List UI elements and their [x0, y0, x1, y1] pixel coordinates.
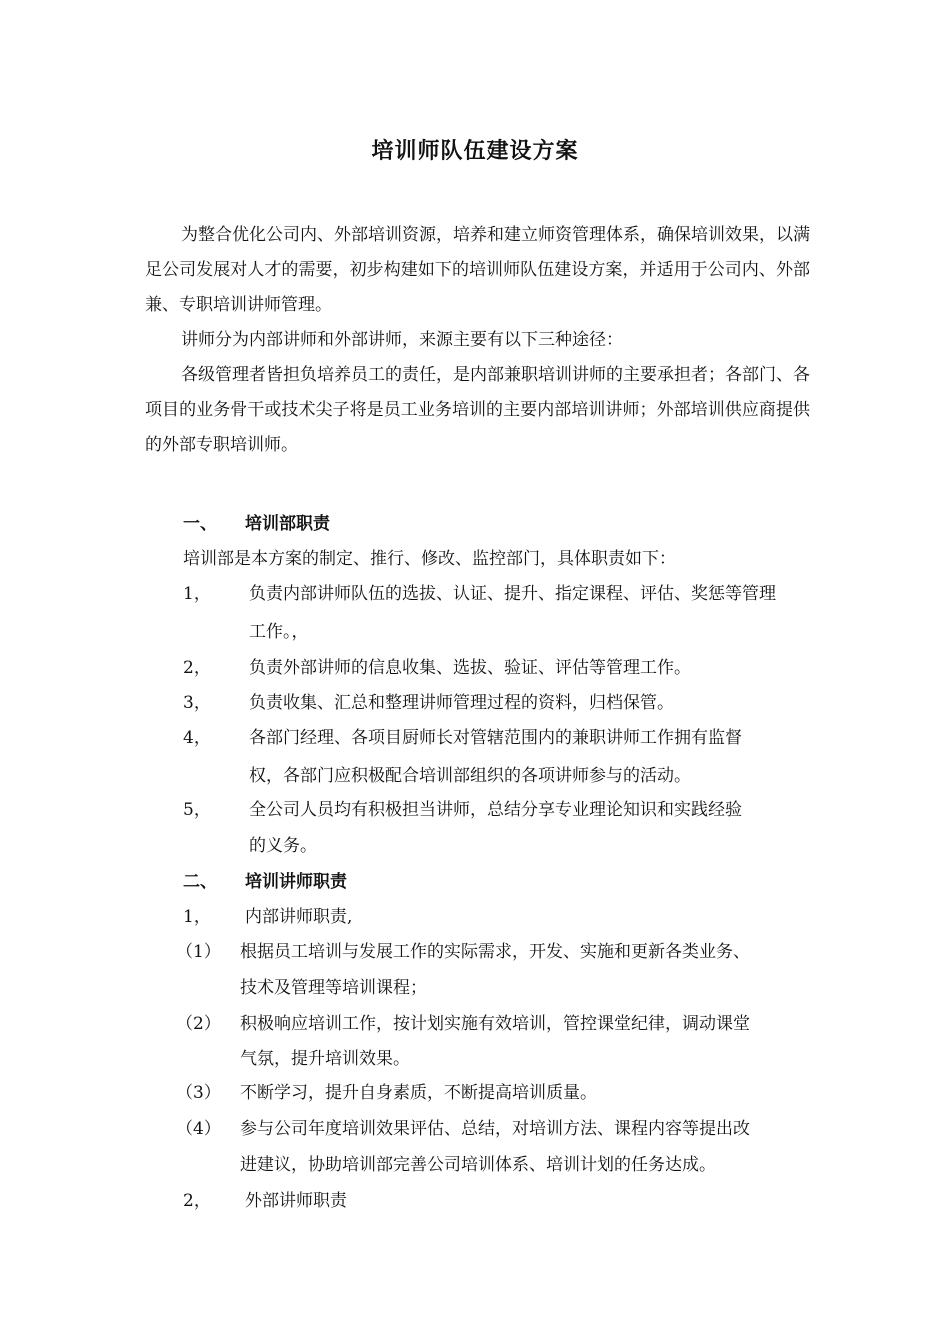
list-item-number: 1，	[183, 584, 211, 604]
list-item-text: 各部门经理、各项目厨师长对管辖范围内的兼职讲师工作拥有监督	[249, 728, 742, 748]
list-item-number: （4）	[176, 1119, 221, 1139]
subsection-number: 1，	[183, 907, 211, 927]
subsection-number: 2，	[183, 1191, 211, 1211]
list-item-text: 技术及管理等培训课程；	[240, 978, 427, 998]
list-item-text: 不断学习，提升自身素质，不断提高培训质量。	[240, 1083, 597, 1103]
section-heading: 培训部职责	[245, 514, 330, 534]
list-item-number: （2）	[176, 1014, 221, 1034]
list-item-number: 5，	[183, 800, 211, 820]
list-item-number: 2，	[183, 658, 211, 678]
section-lead: 培训部是本方案的制定、推行、修改、监控部门，具体职责如下：	[183, 549, 676, 569]
section-heading: 培训讲师职责	[245, 872, 347, 892]
document-title: 培训师队伍建设方案	[371, 138, 579, 164]
list-item-text: 权，各部门应积极配合培训部组织的各项讲师参与的活动。	[249, 766, 691, 786]
subsection-label: 内部讲师职责,	[245, 907, 353, 927]
list-item-text: 工作。，	[249, 622, 309, 642]
intro-paragraph: 讲师分为内部讲师和外部讲师，来源主要有以下三种途径：	[181, 330, 623, 350]
list-item-text: 的义务。	[249, 836, 317, 856]
list-item-number: （3）	[176, 1083, 221, 1103]
intro-paragraph: 各级管理者皆担负培养员工的责任，是内部兼职培训讲师的主要承担者；各部门、各项目的业务骨干或技术尖子将是员工业务培训的主要内部培训讲师；外部培训供应商提供的外部专职培训师。	[145, 365, 810, 455]
list-item-text: 负责外部讲师的信息收集、选拔、验证、评估等管理工作。	[249, 658, 691, 678]
list-item-number: （1）	[176, 942, 221, 962]
list-item-text: 负责内部讲师队伍的选拔、认证、提升、指定课程、评估、奖惩等管理	[249, 584, 776, 604]
list-item-number: 4，	[183, 728, 211, 748]
list-item-number: 3，	[183, 693, 211, 713]
section-number: 一、	[183, 514, 217, 534]
list-item-text: 负责收集、汇总和整理讲师管理过程的资料，归档保管。	[249, 693, 674, 713]
list-item-text: 根据员工培训与发展工作的实际需求，开发、实施和更新各类业务、	[240, 942, 750, 962]
section-number: 二、	[183, 872, 217, 892]
intro-paragraph: 为整合优化公司内、外部培训资源，培养和建立师资管理体系，确保培训效果，以满足公司发展对人才的需要，初步构建如下的培训师队伍建设方案，并适用于公司内、外部兼、专职培训讲师管理。	[145, 225, 810, 315]
subsection-label: 外部讲师职责	[245, 1191, 347, 1211]
list-item-text: 进建议，协助培训部完善公司培训体系、培训计划的任务达成。	[240, 1155, 716, 1175]
list-item-text: 参与公司年度培训效果评估、总结，对培训方法、课程内容等提出改	[240, 1119, 750, 1139]
list-item-text: 积极响应培训工作，按计划实施有效培训，管控课堂纪律，调动课堂	[240, 1014, 750, 1034]
list-item-text: 气氛，提升培训效果。	[240, 1049, 410, 1069]
list-item-text: 全公司人员均有积极担当讲师，总结分享专业理论知识和实践经验	[249, 800, 742, 820]
